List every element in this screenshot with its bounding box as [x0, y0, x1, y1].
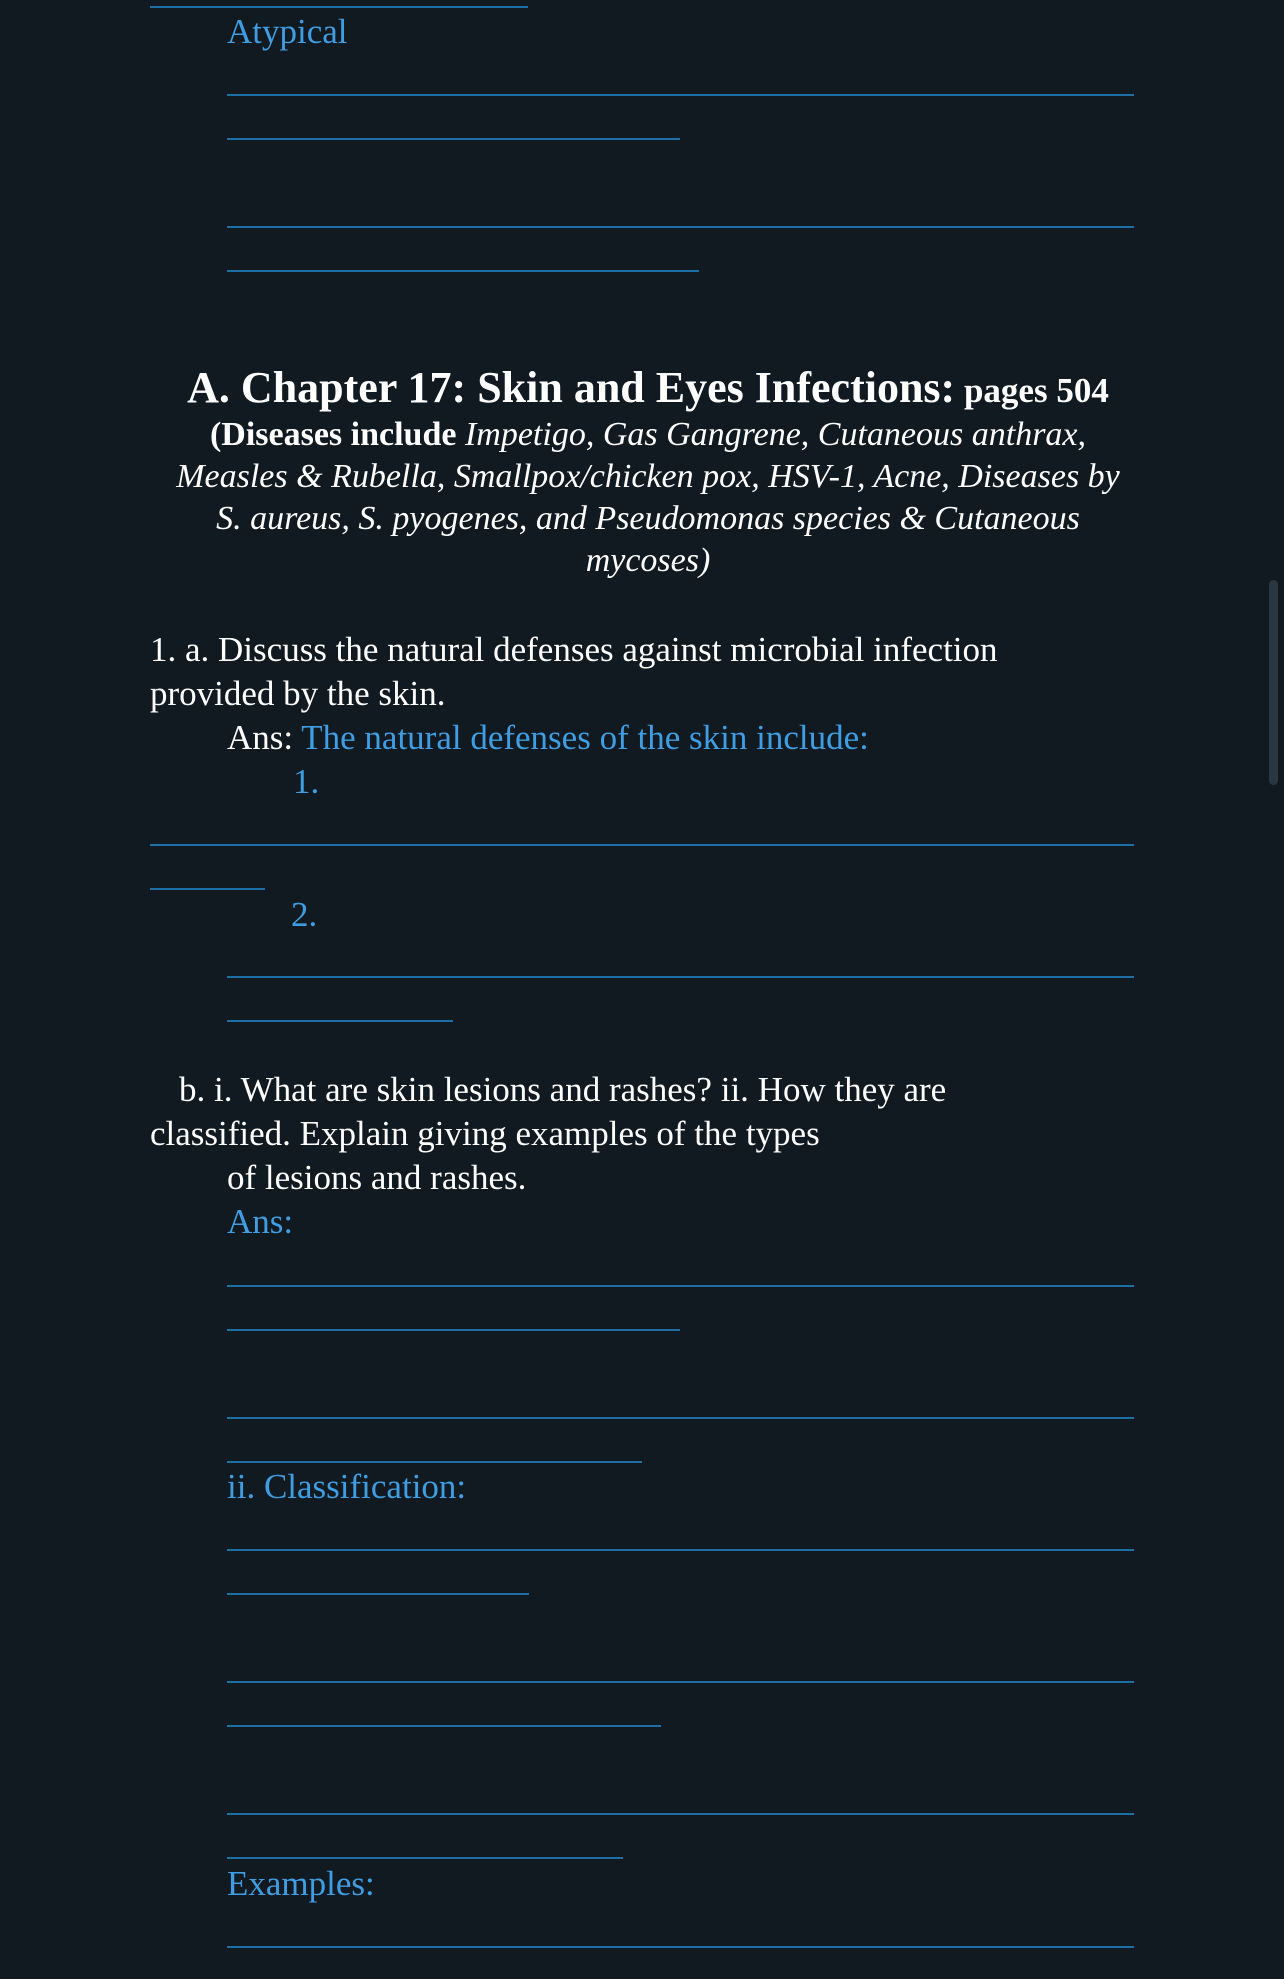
answer-line[interactable]: [227, 1461, 642, 1463]
answer-item-2: 2.: [291, 895, 318, 934]
question-1b-line-3: of lesions and rashes.: [227, 1158, 527, 1197]
answer-line[interactable]: [227, 270, 699, 272]
question-1b-line-2: classified. Explain giving examples of the types: [150, 1114, 820, 1153]
chapter-title: A. Chapter 17: Skin and Eyes Infections:: [187, 363, 956, 412]
question-1a-answer: [227, 716, 869, 760]
answer-line[interactable]: [227, 976, 1134, 978]
question-1a-line-2: provided by the skin.: [150, 674, 446, 713]
answer-line[interactable]: [227, 1681, 1134, 1683]
diseases-line-1: Impetigo, Gas Gangrene, Cutaneous anthrax,: [456, 416, 1087, 453]
answer-label: Ans:: [227, 718, 302, 757]
diseases-line-3: S. aureus, S. pyogenes, and Pseudomonas species & Cutaneous: [216, 500, 1080, 537]
answer-label: Ans:: [227, 1202, 294, 1241]
answer-line[interactable]: [150, 888, 265, 890]
classification-label: ii. Classification:: [227, 1467, 467, 1506]
answer-line[interactable]: [227, 1417, 1134, 1419]
answer-line[interactable]: [227, 1593, 529, 1595]
answer-line[interactable]: [227, 138, 680, 140]
scrollbar[interactable]: [1269, 580, 1278, 785]
answer-line[interactable]: [227, 1813, 1134, 1815]
answer-text: The natural defenses of the skin include:: [301, 718, 869, 757]
answer-line[interactable]: [227, 1725, 661, 1727]
answer-line[interactable]: [227, 1285, 1134, 1287]
diseases-prefix: (Diseases include: [209, 416, 457, 453]
atypical-label: Atypical: [227, 12, 348, 51]
answer-line[interactable]: [150, 6, 528, 8]
examples-label: Examples:: [227, 1864, 375, 1903]
chapter-pages: pages 504: [955, 371, 1109, 410]
question-1a-line-1: 1. a. Discuss the natural defenses against microbial infection: [150, 630, 998, 669]
answer-line[interactable]: [227, 1549, 1134, 1551]
answer-line[interactable]: [227, 1946, 1134, 1948]
chapter-diseases: [150, 414, 1146, 582]
answer-line[interactable]: [227, 1020, 453, 1022]
answer-line[interactable]: [227, 226, 1134, 228]
answer-item-1: 1.: [293, 762, 320, 801]
diseases-line-2: Measles & Rubella, Smallpox/chicken pox, HSV-1, Acne, Diseases by: [176, 458, 1120, 495]
answer-line[interactable]: [150, 844, 1134, 846]
answer-line[interactable]: [227, 94, 1134, 96]
question-1b-line-1: b. i. What are skin lesions and rashes? ii. How they are: [179, 1070, 947, 1109]
chapter-heading: [150, 360, 1146, 419]
diseases-line-4: mycoses): [585, 542, 711, 579]
answer-line[interactable]: [227, 1857, 623, 1859]
answer-line[interactable]: [227, 1329, 680, 1331]
